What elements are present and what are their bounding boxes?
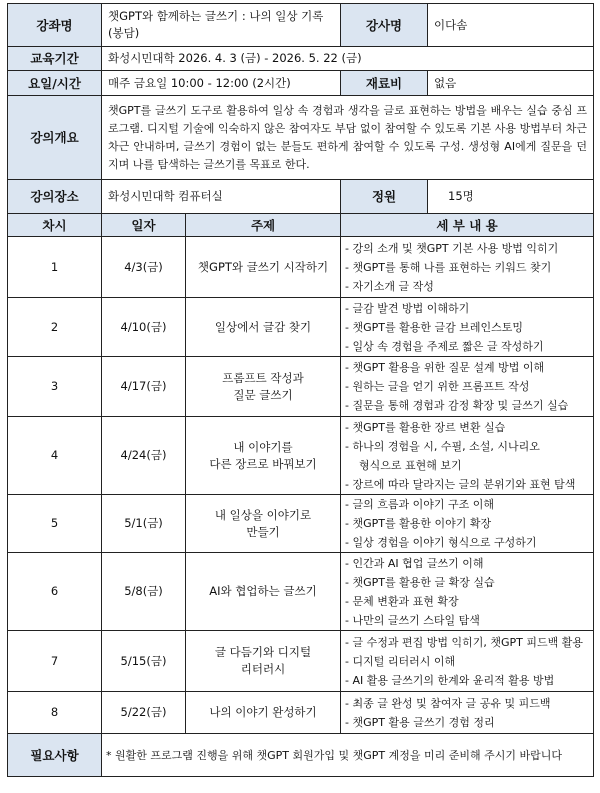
place-row <box>8 180 594 214</box>
detail-item: - 글의 흐름과 이야기 구조 이해 <box>345 498 494 511</box>
session-date: 5/1(금) <box>102 495 186 553</box>
detail-item: - 챗GPT 활용 글쓰기 경험 정리 <box>345 715 495 729</box>
session-topic <box>186 298 341 357</box>
schedule-row <box>8 417 594 495</box>
topic-line: AI와 협업하는 글쓰기 <box>209 584 317 598</box>
detail-item: - 챗GPT를 활용한 이야기 확장 <box>345 517 492 530</box>
schedule-row <box>8 298 594 357</box>
session-details <box>341 357 594 417</box>
topic-line: 질문 글쓰기 <box>233 387 293 402</box>
detail-item: - 강의 소개 및 챗GPT 기본 사용 방법 익히기 <box>345 241 559 255</box>
notes-text: * 원활한 프로그램 진행을 위해 챗GPT 회원가입 및 챗GPT 계정을 미리 준비해 주시기 바랍니다 <box>102 734 594 777</box>
course-title: 챗GPT와 함께하는 글쓰기 : 나의 일상 기록 (봉담) <box>102 4 341 47</box>
session-date: 5/8(금) <box>102 553 186 631</box>
detail-item: - 질문을 통해 경험과 감정 확장 및 글쓰기 실습 <box>345 399 569 412</box>
detail-item: - 일상 속 경험을 주제로 짧은 글 작성하기 <box>345 339 544 353</box>
session-topic <box>186 631 341 692</box>
session-details <box>341 495 594 553</box>
detail-item: - 글감 발견 방법 이해하기 <box>345 301 470 315</box>
session-number: 6 <box>8 553 102 631</box>
session-topic <box>186 417 341 495</box>
detail-item: - 문체 변환과 표현 확장 <box>345 594 459 608</box>
detail-item: 형식으로 표현해 보기 <box>359 458 462 472</box>
detail-item: - 챗GPT 활용을 위한 질문 설계 방법 이해 <box>345 361 545 374</box>
topic-line: 리터러시 <box>240 662 286 676</box>
time-label: 요일/시간 <box>8 71 102 96</box>
course-plan-table <box>7 3 594 777</box>
session-number: 7 <box>8 631 102 692</box>
overview-label: 강의개요 <box>8 96 102 180</box>
detail-item: - 인간과 AI 협업 글쓰기 이해 <box>345 556 484 570</box>
period-row <box>8 47 594 71</box>
material-label: 재료비 <box>341 71 428 96</box>
detail-item: - 하나의 경험을 시, 수필, 소설, 시나리오 <box>345 439 540 453</box>
capacity-value: 15명 <box>428 180 594 214</box>
topic-line: 일상에서 글감 찾기 <box>214 319 312 334</box>
detail-item: - 장르에 따라 달라지는 글의 분위기와 표현 탐색 <box>345 477 576 491</box>
session-details <box>341 237 594 298</box>
time-row <box>8 71 594 96</box>
details-header: 세 부 내 용 <box>341 214 594 237</box>
material-value: 없음 <box>428 71 594 96</box>
schedule-row <box>8 553 594 631</box>
session-date: 5/22(금) <box>102 692 186 734</box>
detail-item: - 디지털 리터러시 이해 <box>345 654 456 668</box>
schedule-row <box>8 357 594 417</box>
capacity-label: 정원 <box>341 180 428 214</box>
session-header: 차시 <box>8 214 102 237</box>
session-date: 4/3(금) <box>102 237 186 298</box>
overview-row <box>8 96 594 180</box>
detail-item: - 글 수정과 편집 방법 익히기, 챗GPT 피드백 활용 <box>345 635 583 649</box>
session-date: 4/10(금) <box>102 298 186 357</box>
schedule-row <box>8 495 594 553</box>
session-details <box>341 692 594 734</box>
session-number: 4 <box>8 417 102 495</box>
topic-line: 글 다듬기와 디지털 <box>214 645 312 659</box>
schedule-row <box>8 631 594 692</box>
session-details <box>341 553 594 631</box>
session-details <box>341 298 594 357</box>
overview-text: 챗GPT를 글쓰기 도구로 활용하여 일상 속 경험과 생각을 글로 표현하는 방법을 배우는 실습 중심 프로그램. 디지털 기술에 익숙하지 않은 참여자도 부담 없이 참여할 수 있도록 기본 사용 방법부터 차근차근 안내하며, 글쓰기 경험이 없는 분들도 편하게 참여할 수 있도록 구성. 생성형 AI에게 질문을 던지며 나를 탐색하는 글쓰기를 목표로 한다. <box>102 96 594 180</box>
topic-line: 내 일상을 이야기로 <box>214 507 312 522</box>
time-value: 매주 금요일 10:00 - 12:00 (2시간) <box>102 71 341 96</box>
session-date: 5/15(금) <box>102 631 186 692</box>
session-date: 4/24(금) <box>102 417 186 495</box>
notes-label: 필요사항 <box>8 734 102 777</box>
session-topic <box>186 495 341 553</box>
session-number: 8 <box>8 692 102 734</box>
session-topic <box>186 692 341 734</box>
topic-line: 프롬프트 작성과 <box>222 370 304 385</box>
session-number: 3 <box>8 357 102 417</box>
detail-item: - 최종 글 완성 및 참여자 글 공유 및 피드백 <box>345 696 551 710</box>
detail-item: - AI 활용 글쓰기의 한계와 윤리적 활용 방법 <box>345 673 555 687</box>
detail-item: - 챗GPT를 활용한 글 확장 실습 <box>345 575 495 589</box>
detail-item: - 일상 경험을 이야기 형식으로 구성하기 <box>345 536 537 549</box>
detail-item: - 챗GPT를 활용한 장르 변환 실습 <box>345 420 506 434</box>
course-title-row <box>8 4 594 47</box>
detail-item: - 원하는 글을 얻기 위한 프롬프트 작성 <box>345 380 530 393</box>
session-topic <box>186 357 341 417</box>
detail-item: - 나만의 글쓰기 스타일 탐색 <box>345 613 480 627</box>
place-label: 강의장소 <box>8 180 102 214</box>
topic-line: 내 이야기를 <box>233 439 293 454</box>
session-topic <box>186 237 341 298</box>
session-number: 1 <box>8 237 102 298</box>
session-details <box>341 417 594 495</box>
place-value: 화성시민대학 컴퓨터실 <box>102 180 341 214</box>
notes-row <box>8 734 594 777</box>
detail-item: - 챗GPT를 활용한 글감 브레인스토밍 <box>345 320 524 334</box>
topic-line: 나의 이야기 완성하기 <box>209 705 317 719</box>
topic-line: 챗GPT와 글쓰기 시작하기 <box>197 259 329 274</box>
session-number: 5 <box>8 495 102 553</box>
detail-item: - 챗GPT를 통해 나를 표현하는 키워드 찾기 <box>345 260 552 274</box>
instructor-name: 이다솜 <box>428 4 594 47</box>
schedule-header-row <box>8 214 594 237</box>
period-label: 교육기간 <box>8 47 102 71</box>
date-header: 일자 <box>102 214 186 237</box>
topic-line: 다른 장르로 바꿔보기 <box>209 456 317 471</box>
instructor-label: 강사명 <box>341 4 428 47</box>
session-details <box>341 631 594 692</box>
session-topic <box>186 553 341 631</box>
course-label: 강좌명 <box>8 4 102 47</box>
session-date: 4/17(금) <box>102 357 186 417</box>
schedule-row <box>8 237 594 298</box>
topic-line: 만들기 <box>246 524 280 539</box>
period-value: 화성시민대학 2026. 4. 3 (금) - 2026. 5. 22 (금) <box>102 47 594 71</box>
session-number: 2 <box>8 298 102 357</box>
detail-item: - 자기소개 글 작성 <box>345 279 434 293</box>
topic-header: 주제 <box>186 214 341 237</box>
schedule-row <box>8 692 594 734</box>
